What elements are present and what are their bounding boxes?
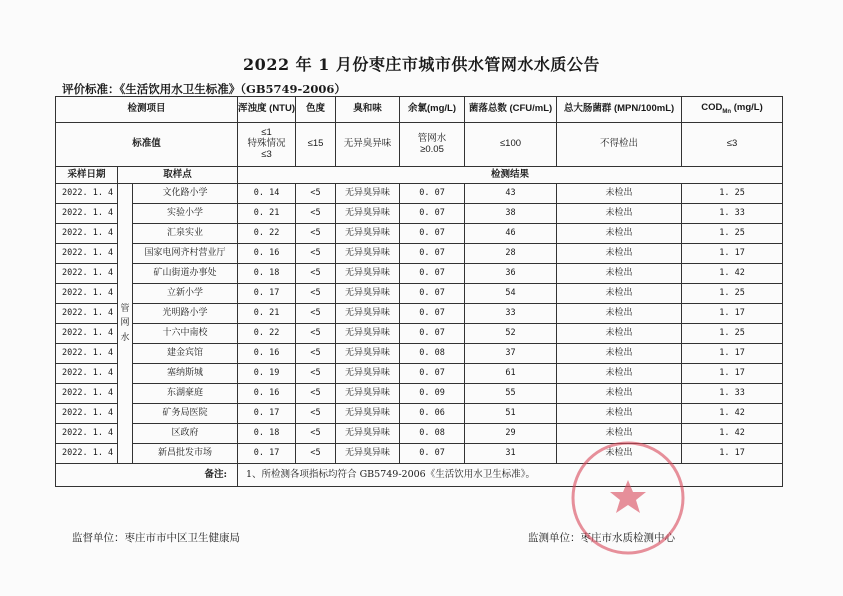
turbidity-cell: 0. 16 [238,384,296,404]
header-chlorine: 余氯(mg/L) [400,97,465,123]
header-bacteria: 菌落总数 (CFU/mL) [465,97,557,123]
turbidity-cell: 0. 21 [238,204,296,224]
color-cell: <5 [296,264,336,284]
cod-cell: 1. 17 [682,304,783,324]
sampling-point-cell: 塞纳斯城 [133,364,238,384]
bacteria-cell: 33 [465,304,557,324]
date-cell: 2022. 1. 4 [56,284,118,304]
bacteria-cell: 37 [465,344,557,364]
table-row [56,384,783,404]
bacteria-cell: 54 [465,284,557,304]
date-cell: 2022. 1. 4 [56,304,118,324]
header-row [56,97,783,123]
section-header-row [56,167,783,184]
official-seal [568,438,688,558]
date-cell: 2022. 1. 4 [56,204,118,224]
color-cell: <5 [296,184,336,204]
coliform-cell: 未检出 [557,264,682,284]
bacteria-cell: 36 [465,264,557,284]
cod-cell: 1. 33 [682,384,783,404]
section-point: 取样点 [118,167,238,184]
date-cell: 2022. 1. 4 [56,384,118,404]
turbidity-cell: 0. 17 [238,444,296,464]
cod-cell: 1. 17 [682,244,783,264]
cod-cell: 1. 42 [682,404,783,424]
chlorine-cell: 0. 07 [400,304,465,324]
odor-cell: 无异臭异味 [336,324,400,344]
bacteria-cell: 46 [465,224,557,244]
chlorine-cell: 0. 08 [400,424,465,444]
section-results: 检测结果 [238,167,783,184]
standard-odor: 无异臭异味 [336,123,400,167]
color-cell: <5 [296,324,336,344]
chlorine-cell: 0. 07 [400,264,465,284]
header-color: 色度 [296,97,336,123]
chlorine-cell: 0. 07 [400,224,465,244]
sampling-point-cell: 十六中南校 [133,324,238,344]
bacteria-cell: 43 [465,184,557,204]
date-cell: 2022. 1. 4 [56,424,118,444]
color-cell: <5 [296,304,336,324]
date-cell: 2022. 1. 4 [56,224,118,244]
data-body [56,184,783,464]
turbidity-cell: 0. 18 [238,424,296,444]
note-label: 备注: [56,464,238,487]
odor-cell: 无异臭异味 [336,304,400,324]
standard-cod: ≤3 [682,123,783,167]
standard-turbidity-line2: 特殊情况 [247,138,286,150]
sampling-point-cell: 矿山街道办事处 [133,264,238,284]
coliform-cell: 未检出 [557,224,682,244]
table-row [56,244,783,264]
sampling-point-cell: 实验小学 [133,204,238,224]
coliform-cell: 未检出 [557,244,682,264]
odor-cell: 无异臭异味 [336,284,400,304]
header-turbidity: 浑浊度 (NTU) [238,97,296,123]
cod-cell: 1. 17 [682,364,783,384]
table-row [56,184,783,204]
bacteria-cell: 61 [465,364,557,384]
sampling-point-cell: 国家电网齐村营业厅 [133,244,238,264]
color-cell: <5 [296,384,336,404]
cod-cell: 1. 25 [682,184,783,204]
standard-turbidity [238,123,296,167]
sampling-point-cell: 文化路小学 [133,184,238,204]
cod-cell: 1. 42 [682,424,783,444]
odor-cell: 无异臭异味 [336,384,400,404]
sampling-point-cell: 新昌批发市场 [133,444,238,464]
date-cell: 2022. 1. 4 [56,244,118,264]
coliform-cell: 未检出 [557,404,682,424]
bacteria-cell: 31 [465,444,557,464]
table-row [56,204,783,224]
date-cell: 2022. 1. 4 [56,444,118,464]
color-cell: <5 [296,444,336,464]
date-cell: 2022. 1. 4 [56,184,118,204]
chlorine-cell: 0. 06 [400,404,465,424]
sampling-point-cell: 东湖豪庭 [133,384,238,404]
chlorine-cell: 0. 07 [400,324,465,344]
bacteria-cell: 55 [465,384,557,404]
turbidity-cell: 0. 19 [238,364,296,384]
color-cell: <5 [296,404,336,424]
chlorine-cell: 0. 07 [400,184,465,204]
turbidity-cell: 0. 17 [238,404,296,424]
coliform-cell: 未检出 [557,324,682,344]
color-cell: <5 [296,344,336,364]
coliform-cell: 未检出 [557,444,682,464]
standard-chlorine-line2: ≥0.05 [420,143,444,155]
header-cod [682,97,783,123]
odor-cell: 无异臭异味 [336,364,400,384]
coliform-cell: 未检出 [557,344,682,364]
coliform-cell: 未检出 [557,304,682,324]
cod-cell: 1. 42 [682,264,783,284]
coliform-cell: 未检出 [557,204,682,224]
sampling-point-cell: 矿务局医院 [133,404,238,424]
chlorine-cell: 0. 07 [400,284,465,304]
turbidity-cell: 0. 16 [238,344,296,364]
date-cell: 2022. 1. 4 [56,264,118,284]
odor-cell: 无异臭异味 [336,444,400,464]
coliform-cell: 未检出 [557,384,682,404]
header-odor: 臭和味 [336,97,400,123]
turbidity-cell: 0. 17 [238,284,296,304]
star-icon [610,480,646,513]
color-cell: <5 [296,364,336,384]
supervisor-unit: 监督单位：枣庄市市中区卫生健康局 [72,532,240,544]
table-row [56,284,783,304]
color-cell: <5 [296,204,336,224]
odor-cell: 无异臭异味 [336,404,400,424]
turbidity-cell: 0. 18 [238,264,296,284]
bacteria-cell: 28 [465,244,557,264]
table-row [56,404,783,424]
date-cell: 2022. 1. 4 [56,364,118,384]
coliform-cell: 未检出 [557,424,682,444]
table-row [56,224,783,244]
sampling-point-cell: 光明路小学 [133,304,238,324]
odor-cell: 无异臭异味 [336,264,400,284]
coliform-cell: 未检出 [557,284,682,304]
bacteria-cell: 51 [465,404,557,424]
standard-color: ≤15 [296,123,336,167]
standard-label: 标准值 [56,123,238,167]
standard-turbidity-line3: ≤3 [261,148,272,160]
monitor-unit: 监测单位：枣庄市水质检测中心 [528,532,675,544]
header-cod-unit: (mg/L) [731,102,763,114]
chlorine-cell: 0. 09 [400,384,465,404]
cod-cell: 1. 17 [682,344,783,364]
network-water-char: 网 [120,318,130,329]
chlorine-cell: 0. 07 [400,364,465,384]
table-row [56,264,783,284]
table-row [56,364,783,384]
turbidity-cell: 0. 16 [238,244,296,264]
table-row [56,324,783,344]
turbidity-cell: 0. 22 [238,324,296,344]
sampling-point-cell: 汇泉实业 [133,224,238,244]
date-cell: 2022. 1. 4 [56,344,118,364]
network-water-label [118,184,133,464]
turbidity-cell: 0. 21 [238,304,296,324]
header-coliform: 总大肠菌群 (MPN/100mL) [557,97,682,123]
date-cell: 2022. 1. 4 [56,324,118,344]
sampling-point-cell: 区政府 [133,424,238,444]
header-cod-main: COD [701,102,723,114]
coliform-cell: 未检出 [557,184,682,204]
bacteria-cell: 38 [465,204,557,224]
odor-cell: 无异臭异味 [336,424,400,444]
cod-cell: 1. 17 [682,444,783,464]
odor-cell: 无异臭异味 [336,184,400,204]
turbidity-cell: 0. 14 [238,184,296,204]
date-cell: 2022. 1. 4 [56,404,118,424]
note-text: 1、所检测各项指标均符合 GB5749-2006《生活饮用水卫生标准》。 [238,464,783,487]
bacteria-cell: 52 [465,324,557,344]
color-cell: <5 [296,424,336,444]
table-row [56,304,783,324]
page-title: 2022 年 1 月份枣庄市城市供水管网水水质公告 [243,55,600,74]
sampling-point-cell: 建金宾馆 [133,344,238,364]
color-cell: <5 [296,244,336,264]
standard-row [56,123,783,167]
coliform-cell: 未检出 [557,364,682,384]
odor-cell: 无异臭异味 [336,244,400,264]
cod-cell: 1. 25 [682,284,783,304]
bacteria-cell: 29 [465,424,557,444]
color-cell: <5 [296,224,336,244]
odor-cell: 无异臭异味 [336,344,400,364]
chlorine-cell: 0. 07 [400,444,465,464]
odor-cell: 无异臭异味 [336,204,400,224]
evaluation-standard: 评价标准：《生活饮用水卫生标准》（GB5749-2006） [62,82,346,96]
section-date: 采样日期 [56,167,118,184]
cod-cell: 1. 25 [682,324,783,344]
cod-cell: 1. 33 [682,204,783,224]
sampling-point-cell: 立新小学 [133,284,238,304]
turbidity-cell: 0. 22 [238,224,296,244]
odor-cell: 无异臭异味 [336,224,400,244]
header-item: 检测项目 [56,97,238,123]
chlorine-cell: 0. 07 [400,244,465,264]
standard-coliform: 不得检出 [557,123,682,167]
table-row [56,344,783,364]
network-water-char: 管 [120,303,130,314]
color-cell: <5 [296,284,336,304]
chlorine-cell: 0. 08 [400,344,465,364]
standard-chlorine [400,123,465,167]
cod-cell: 1. 25 [682,224,783,244]
header-cod-sub: Mn [722,109,732,115]
standard-turbidity-line1: ≤1 [261,127,272,139]
standard-bacteria: ≤100 [465,123,557,167]
network-water-char: 水 [120,332,130,343]
chlorine-cell: 0. 07 [400,204,465,224]
water-quality-table [55,96,783,487]
standard-chlorine-line1: 管网水 [417,132,447,144]
